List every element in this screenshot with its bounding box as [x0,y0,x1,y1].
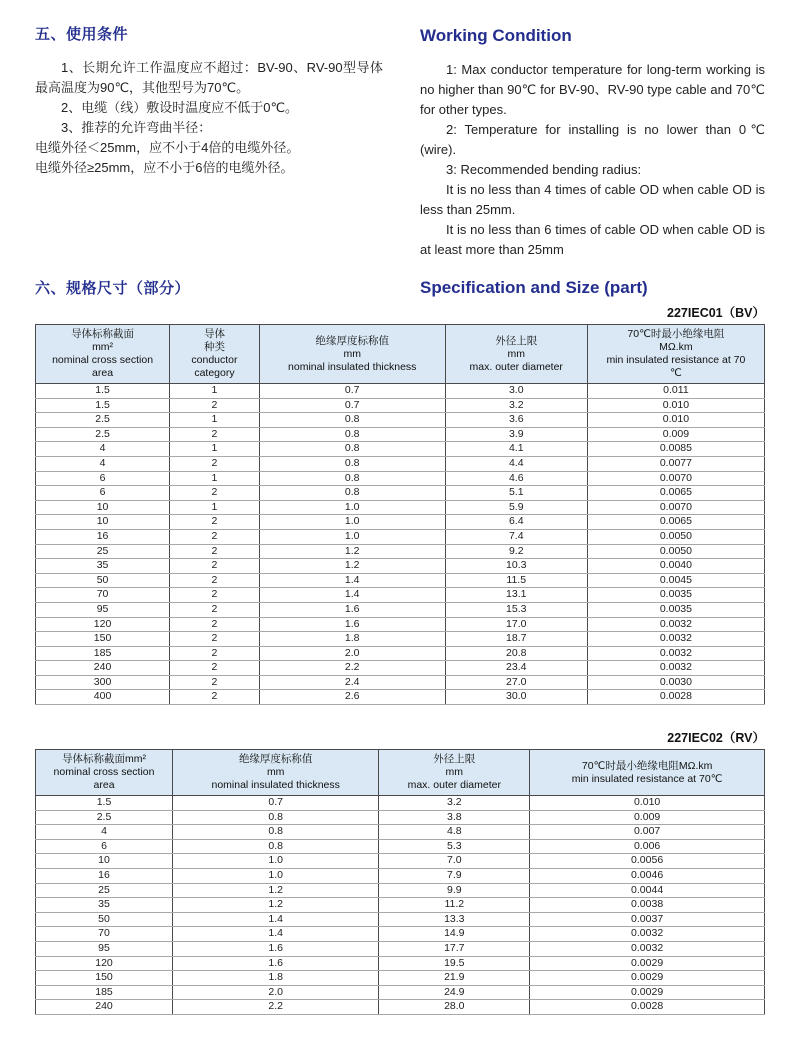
table-cell: 0.0030 [587,675,764,690]
table-cell: 3.0 [445,384,587,399]
specification-heading-zh: 六、规格尺寸（部分） [35,280,191,297]
table-cell: 1 [170,471,260,486]
table-row [36,796,765,811]
table-row [36,427,765,442]
table-row [36,456,765,471]
table-cell: 2 [170,544,260,559]
table-cell: 1 [170,413,260,428]
table-cell: 5.9 [445,500,587,515]
table-cell: 0.0070 [587,471,764,486]
table-cell: 0.0037 [530,912,765,927]
table-cell: 3.6 [445,413,587,428]
working-condition-zh-column [35,26,383,178]
working-condition-zh-paragraphs [35,58,383,178]
table-cell: 0.010 [587,413,764,428]
table-cell: 2 [170,632,260,647]
table-cell: 1.0 [259,515,445,530]
table-cell: 1.8 [259,632,445,647]
table-cell: 0.0029 [530,971,765,986]
table-cell: 4 [36,442,170,457]
paragraph: 3: Recommended bending radius: [446,162,642,177]
table-cell: 0.8 [259,486,445,501]
table-cell: 0.0065 [587,486,764,501]
table-cell: 2.6 [259,690,445,705]
table-cell: 0.7 [173,796,379,811]
table-cell: 150 [36,632,170,647]
table-cell: 2.2 [259,661,445,676]
header-cell: 外径上限 mm max. outer diameter [379,750,530,796]
table-row [36,442,765,457]
table-cell: 1.4 [173,927,379,942]
table-row [36,690,765,705]
table-row [36,927,765,942]
table-cell: 2 [170,661,260,676]
table-cell: 300 [36,675,170,690]
table-row [36,559,765,574]
table-row [36,602,765,617]
table-cell: 1 [170,384,260,399]
table-cell: 2 [170,486,260,501]
table-cell: 1 [170,500,260,515]
table-header-row [36,750,765,796]
table-cell: 2.5 [36,413,170,428]
table-cell: 0.0028 [587,690,764,705]
table-cell: 4.4 [445,456,587,471]
table-row [36,839,765,854]
table-cell: 0.009 [530,810,765,825]
table-cell: 1.2 [173,883,379,898]
table-cell: 2 [170,602,260,617]
table-cell: 23.4 [445,661,587,676]
table-cell: 185 [36,646,170,661]
table-cell: 0.0046 [530,869,765,884]
header-cell: 70℃时最小绝缘电阻 MΩ.km min insulated resistance at 70 ℃ [587,325,764,384]
table-row [36,573,765,588]
table-row [36,398,765,413]
header-cell: 导体 种类 conductor category [170,325,260,384]
table-cell: 0.0070 [587,500,764,515]
table-row [36,883,765,898]
table-cell: 0.8 [259,456,445,471]
header-cell: 导体标称截面 mm² nominal cross section area [36,325,170,384]
table-cell: 0.006 [530,839,765,854]
table-cell: 3.9 [445,427,587,442]
table-cell: 70 [36,588,170,603]
paragraph: 1: Max conductor temperature for long-term working is no higher than 90℃ for BV-90、RV-90 type cable and 70℃ for other types. [420,62,765,117]
table-cell: 0.8 [259,427,445,442]
table-cell: 2 [170,427,260,442]
table-row [36,898,765,913]
table-cell: 2 [170,588,260,603]
table-cell: 6 [36,486,170,501]
table-cell: 4.8 [379,825,530,840]
table-cell: 2 [170,675,260,690]
header-cell: 外径上限 mm max. outer diameter [445,325,587,384]
table-cell: 13.3 [379,912,530,927]
table-cell: 0.0028 [530,1000,765,1015]
table-row [36,515,765,530]
table-cell: 0.0032 [530,927,765,942]
table-cell: 0.0085 [587,442,764,457]
table-cell: 21.9 [379,971,530,986]
table-cell: 9.9 [379,883,530,898]
table-row [36,544,765,559]
table-cell: 1.0 [173,869,379,884]
table-cell: 400 [36,690,170,705]
table-cell: 2 [170,617,260,632]
table-row [36,956,765,971]
table-cell: 0.0032 [587,617,764,632]
table-cell: 0.0038 [530,898,765,913]
table-row [36,854,765,869]
table-cell: 0.010 [587,398,764,413]
header-cell: 70℃时最小绝缘电阻MΩ.km min insulated resistance at 70℃ [530,750,765,796]
table-row [36,825,765,840]
paragraph: It is no less than 6 times of cable OD when cable OD is at least more than 25mm [420,222,765,257]
header-cell: 绝缘厚度标称值 mm nominal insulated thickness [259,325,445,384]
table-row [36,617,765,632]
header-cell: 导体标称截面mm² nominal cross section area [36,750,173,796]
table-cell: 2 [170,573,260,588]
table-cell: 10.3 [445,559,587,574]
table-cell: 0.0032 [587,661,764,676]
table-cell: 1.4 [173,912,379,927]
table-cell: 11.2 [379,898,530,913]
table-cell: 1.0 [259,529,445,544]
table-cell: 95 [36,602,170,617]
table-cell: 2.5 [36,810,173,825]
table-row [36,912,765,927]
table-cell: 1.6 [259,617,445,632]
table-cell: 7.9 [379,869,530,884]
table-cell: 2 [170,398,260,413]
table-row [36,646,765,661]
table-cell: 0.0035 [587,588,764,603]
table-cell: 240 [36,661,170,676]
table-cell: 16 [36,529,170,544]
table-cell: 1.6 [173,942,379,957]
table-cell: 1.5 [36,796,173,811]
table-cell: 0.7 [259,384,445,399]
table-cell: 24.9 [379,985,530,1000]
table-cell: 0.0040 [587,559,764,574]
table-cell: 4 [36,456,170,471]
table-cell: 0.0065 [587,515,764,530]
table-cell: 0.011 [587,384,764,399]
table1-label: 227IEC01（BV） [667,306,765,320]
table-cell: 0.7 [259,398,445,413]
table-cell: 4 [36,825,173,840]
table-cell: 25 [36,883,173,898]
table-cell: 1.2 [173,898,379,913]
table-cell: 3.8 [379,810,530,825]
paragraph: 1、长期允许工作温度应不超过：BV-90、RV-90型导体最高温度为90℃，其他型号为70℃。 [35,60,383,95]
table-cell: 0.8 [259,471,445,486]
table-cell: 0.010 [530,796,765,811]
table-cell: 0.8 [173,825,379,840]
table-cell: 3.2 [445,398,587,413]
table-cell: 2.4 [259,675,445,690]
table-cell: 1.5 [36,384,170,399]
table-cell: 5.1 [445,486,587,501]
table-cell: 2 [170,559,260,574]
table-cell: 1.0 [173,854,379,869]
table-cell: 2 [170,646,260,661]
table-cell: 0.0029 [530,956,765,971]
table-cell: 9.2 [445,544,587,559]
table-cell: 16 [36,869,173,884]
table-cell: 10 [36,500,170,515]
table-cell: 1.4 [259,573,445,588]
table-cell: 30.0 [445,690,587,705]
table-row [36,632,765,647]
working-condition-en-column [420,26,765,260]
table-cell: 25 [36,544,170,559]
table-cell: 35 [36,898,173,913]
table-cell: 6 [36,839,173,854]
table-cell: 11.5 [445,573,587,588]
table-cell: 1.2 [259,559,445,574]
table-cell: 0.0044 [530,883,765,898]
table-cell: 27.0 [445,675,587,690]
table-cell: 0.0045 [587,573,764,588]
header-cell: 绝缘厚度标称值 mm nominal insulated thickness [173,750,379,796]
working-condition-heading-zh: 五、使用条件 [35,26,129,43]
table-cell: 19.5 [379,956,530,971]
working-condition-en-paragraphs [420,60,765,260]
table-row [36,985,765,1000]
table2-label: 227IEC02（RV） [667,731,765,746]
table-row [36,869,765,884]
table-row [36,413,765,428]
table-row [36,675,765,690]
table-cell: 10 [36,854,173,869]
table-cell: 1.0 [259,500,445,515]
table-cell: 0.8 [173,839,379,854]
table-cell: 1.2 [259,544,445,559]
table-row [36,942,765,957]
table-cell: 5.3 [379,839,530,854]
table-cell: 17.0 [445,617,587,632]
table-cell: 120 [36,956,173,971]
table-row [36,588,765,603]
spec-table-rv [35,749,765,1015]
table-cell: 2.0 [259,646,445,661]
spec-table-bv [35,324,765,705]
table-cell: 0.8 [173,810,379,825]
table-cell: 2 [170,529,260,544]
table-cell: 18.7 [445,632,587,647]
working-condition-heading-en: Working Condition [420,26,572,45]
table-cell: 0.8 [259,442,445,457]
table-cell: 150 [36,971,173,986]
table-cell: 6 [36,471,170,486]
table-cell: 120 [36,617,170,632]
table-cell: 1.6 [259,602,445,617]
paragraph: 电缆外径≥25mm，应不小于6倍的电缆外径。 [35,160,294,175]
table-cell: 1.5 [36,398,170,413]
table-row [36,486,765,501]
table-row [36,529,765,544]
table-row [36,1000,765,1015]
table-cell: 28.0 [379,1000,530,1015]
table-cell: 7.4 [445,529,587,544]
paragraph: 3、推荐的允许弯曲半径： [61,120,212,135]
specification-section-headings [35,278,765,298]
table-cell: 95 [36,942,173,957]
table-cell: 0.007 [530,825,765,840]
paragraph: 2、电缆（线）敷设时温度应不低于0℃。 [61,100,299,115]
table-cell: 2.2 [173,1000,379,1015]
table-row [36,500,765,515]
table-cell: 0.0032 [530,942,765,957]
table-cell: 1 [170,442,260,457]
table-cell: 13.1 [445,588,587,603]
table-cell: 35 [36,559,170,574]
table-cell: 20.8 [445,646,587,661]
table-cell: 7.0 [379,854,530,869]
table-cell: 17.7 [379,942,530,957]
table-cell: 0.0077 [587,456,764,471]
table-cell: 2 [170,690,260,705]
table-header-row [36,325,765,384]
table-cell: 0.8 [259,413,445,428]
table-row [36,810,765,825]
table-cell: 0.0056 [530,854,765,869]
table-row [36,384,765,399]
table-cell: 1.4 [259,588,445,603]
table-cell: 2.0 [173,985,379,1000]
table-cell: 2 [170,515,260,530]
table-cell: 3.2 [379,796,530,811]
table-cell: 1.8 [173,971,379,986]
table-cell: 50 [36,573,170,588]
table-cell: 50 [36,912,173,927]
specification-heading-en: Specification and Size (part) [420,278,648,297]
table-cell: 4.6 [445,471,587,486]
table-cell: 0.0032 [587,632,764,647]
table-cell: 2 [170,456,260,471]
table-row [36,471,765,486]
table-cell: 185 [36,985,173,1000]
paragraph: 电缆外径＜25mm，应不小于4倍的电缆外径。 [35,140,300,155]
table-cell: 1.6 [173,956,379,971]
table-cell: 0.009 [587,427,764,442]
table-cell: 0.0032 [587,646,764,661]
table-cell: 2.5 [36,427,170,442]
paragraph: 2: Temperature for installing is no lower than 0℃ (wire). [420,122,765,157]
working-condition-section [35,26,765,260]
table-cell: 0.0050 [587,544,764,559]
table-cell: 0.0035 [587,602,764,617]
table-cell: 0.0029 [530,985,765,1000]
table-cell: 10 [36,515,170,530]
table-cell: 0.0050 [587,529,764,544]
table-cell: 15.3 [445,602,587,617]
table-cell: 70 [36,927,173,942]
paragraph: It is no less than 4 times of cable OD when cable OD is less than 25mm. [420,182,765,217]
table-row [36,661,765,676]
table-row [36,971,765,986]
table-cell: 6.4 [445,515,587,530]
table-cell: 240 [36,1000,173,1015]
table-cell: 14.9 [379,927,530,942]
table-cell: 4.1 [445,442,587,457]
